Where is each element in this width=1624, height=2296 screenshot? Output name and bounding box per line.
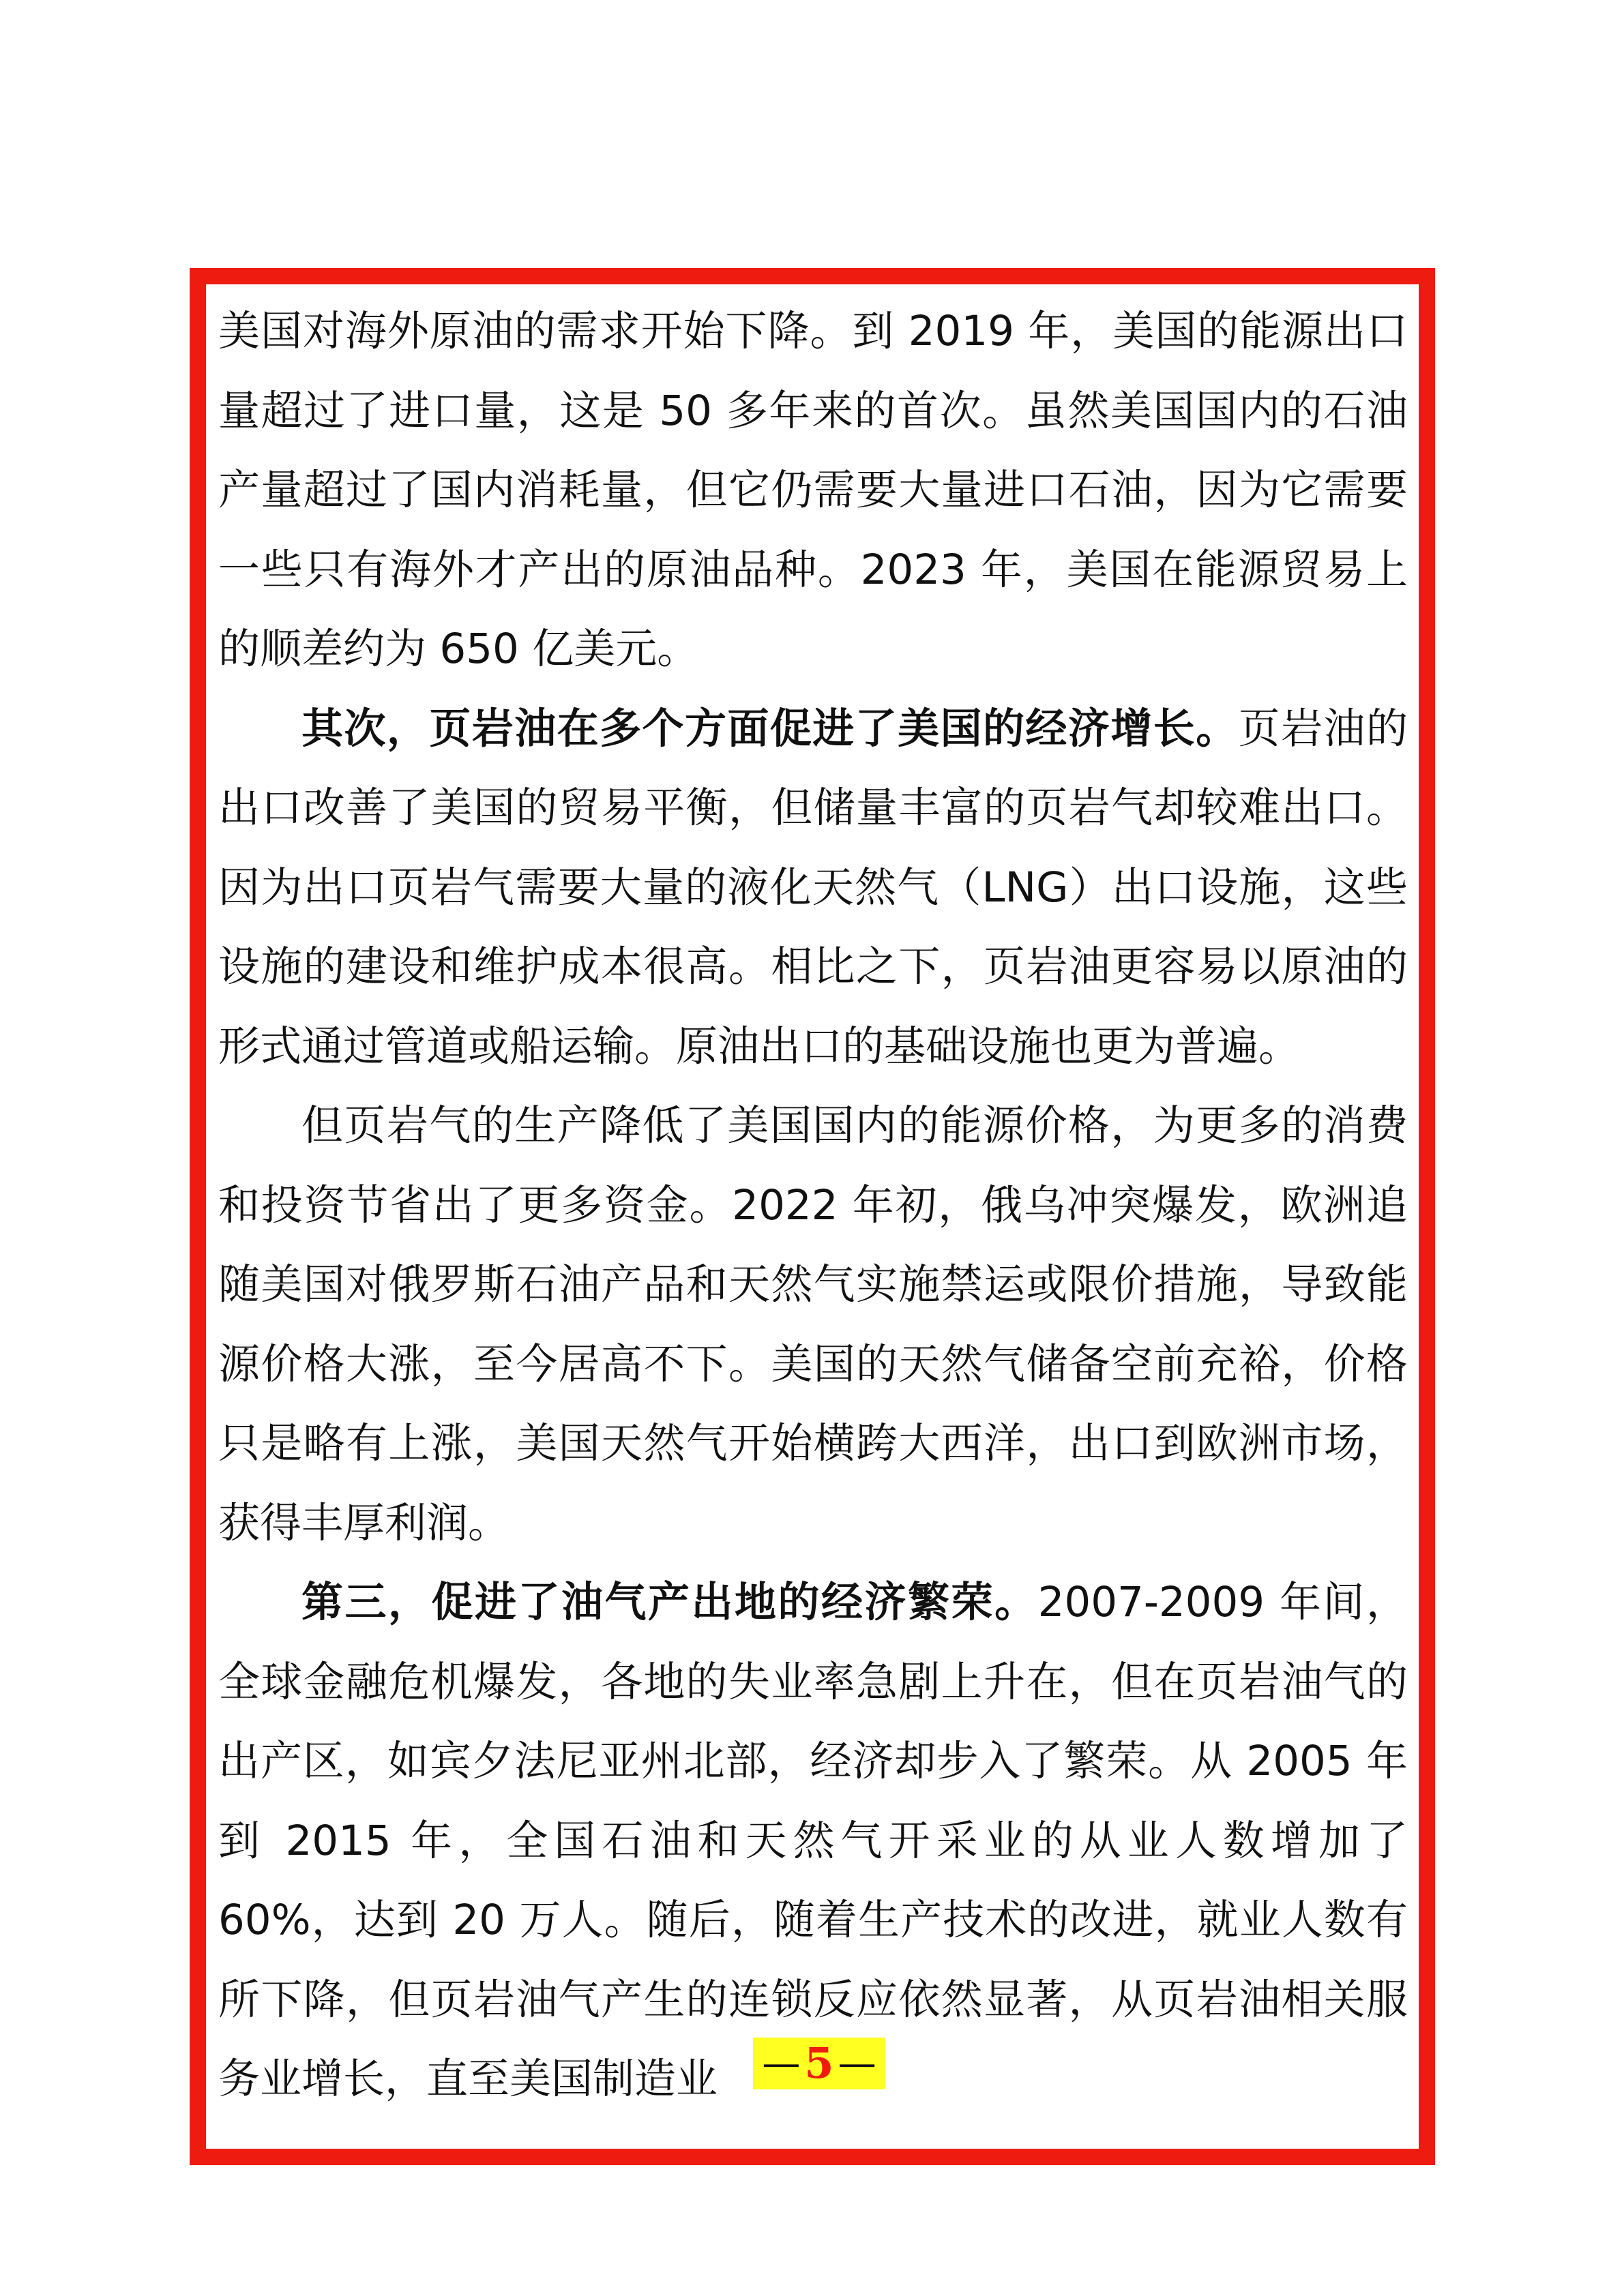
- paragraph-shale-gas-prices: [218, 1086, 1408, 1563]
- paragraph-energy-trade: [218, 292, 1408, 689]
- paragraph-heading: 第三，促进了油气产出地的经济繁荣。: [301, 1578, 1038, 1626]
- paragraph-text: 2007-2009 年间，全球金融危机爆发，各地的失业率急剧上升在，但在页岩油气的出产区，如宾夕法尼亚州北部，经济却步入了繁荣。从 2005 年到 2015 年，全国石油和天然气开采业的从业人数增加了 60%，达到 20 万人。随后，随着生产技术的改进，就业人数有所下降，但页岩油气产生的连锁反应依然显著，从页岩油相关服务业增长，直至美国制造业: [218, 1578, 1408, 2103]
- paragraph-text: 页岩油的出口改善了美国的贸易平衡，但储量丰富的页岩气却较难出口。因为出口页岩气需要大量的液化天然气（LNG）出口设施，这些设施的建设和维护成本很高。相比之下，页岩油更容易以原油的形式通过管道或船运输。原油出口的基础设施也更为普遍。: [218, 704, 1408, 1071]
- page-number-value: 5: [804, 2038, 834, 2088]
- document-body: [218, 292, 1408, 2119]
- page-number: [753, 2038, 885, 2089]
- page-number-dash-right: —: [838, 2041, 876, 2085]
- paragraph-shale-oil-growth: [218, 689, 1408, 1087]
- paragraph-regional-prosperity: [218, 1563, 1408, 2119]
- page-number-dash-left: —: [762, 2041, 801, 2085]
- paragraph-text: 但页岩气的生产降低了美国国内的能源价格，为更多的消费和投资节省出了更多资金。2022 年初，俄乌冲突爆发，欧洲追随美国对俄罗斯石油产品和天然气实施禁运或限价措施，导致能源价格大涨，至今居高不下。美国的天然气储备空前充裕，价格只是略有上涨，美国天然气开始横跨大西洋，出口到欧洲市场，获得丰厚利润。: [218, 1101, 1408, 1547]
- paragraph-text: 美国对海外原油的需求开始下降。到 2019 年，美国的能源出口量超过了进口量，这是 50 多年来的首次。虽然美国国内的石油产量超过了国内消耗量，但它仍需要大量进口石油，因为它需要一些只有海外才产出的原油品种。2023 年，美国在能源贸易上的顺差约为 650 亿美元。: [218, 307, 1408, 673]
- paragraph-heading: 其次，页岩油在多个方面促进了美国的经济增长。: [301, 704, 1239, 753]
